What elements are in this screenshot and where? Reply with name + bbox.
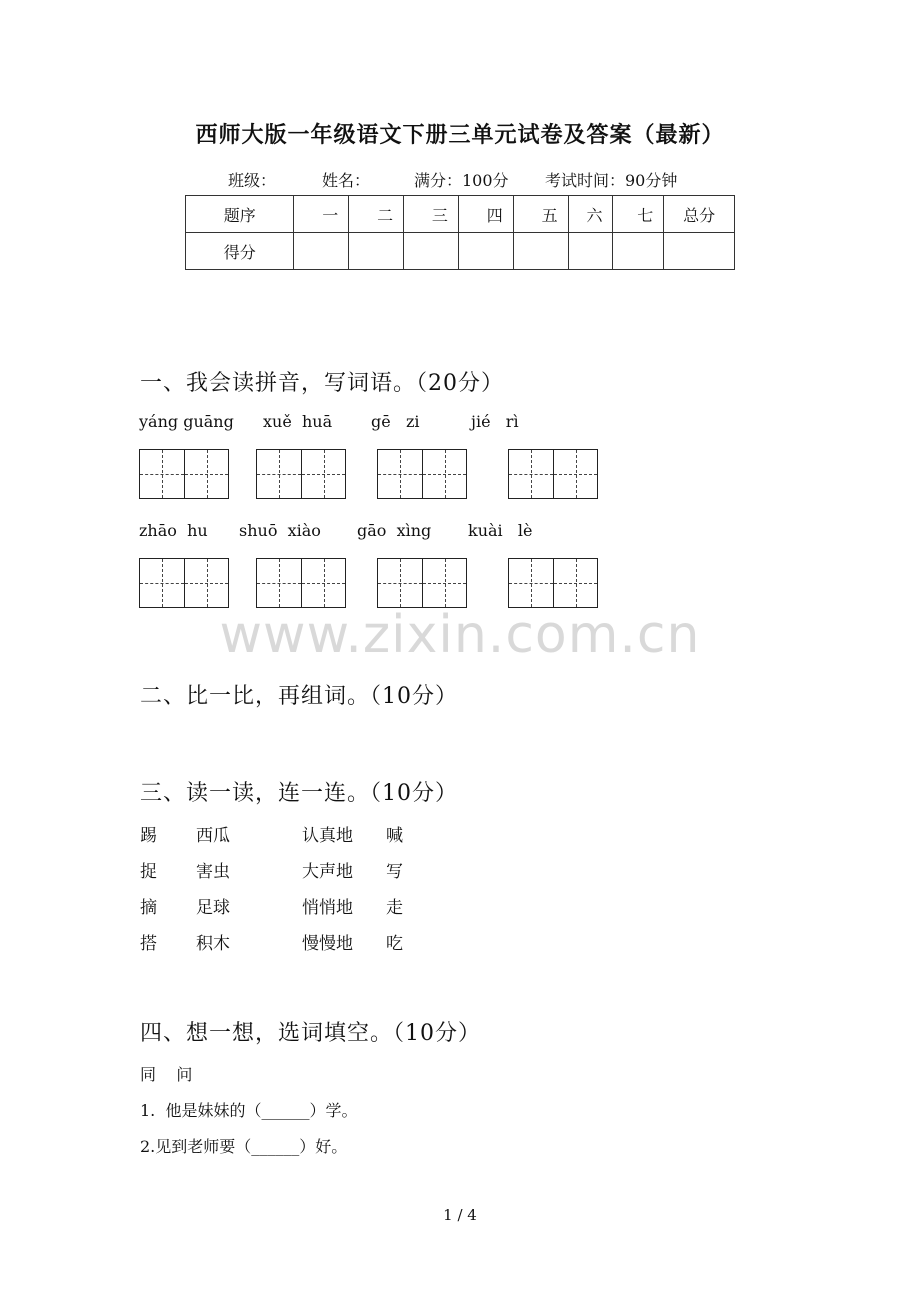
grid-cell[interactable] [301,450,345,498]
match-word: 搭 [140,934,157,954]
pinyin-label: xuě huā [263,412,333,431]
match-word: 写 [386,862,403,882]
grid-cell[interactable] [257,450,301,498]
match-word: 慢慢地 [302,934,353,954]
match-word: 害虫 [196,862,230,882]
page-number: 1 / 4 [443,1206,477,1224]
match-word: 认真地 [302,826,353,846]
pinyin-label: yáng guāng [139,412,234,431]
grid-cell[interactable] [378,450,422,498]
match-word: 喊 [386,826,403,846]
section-heading: 四、想一想，选词填空。（10分） [140,1021,481,1046]
pinyin-label: zhāo hu [139,521,208,540]
word-options: 同 问 [140,1065,193,1084]
grid-cell[interactable] [553,559,597,607]
pinyin-label: kuài lè [468,521,533,540]
score-cell[interactable] [404,233,459,270]
grid-cell[interactable] [378,559,422,607]
table-header-cell: 三 [404,196,459,233]
table-header-cell: 四 [458,196,513,233]
section-heading: 二、比一比，再组词。（10分） [140,684,458,709]
grid-cell[interactable] [301,559,345,607]
pinyin-label: jié rì [471,412,519,431]
match-word: 足球 [196,898,230,918]
grid-cell[interactable] [184,450,228,498]
score-cell[interactable] [349,233,404,270]
writing-grid[interactable] [377,558,467,608]
writing-grid[interactable] [508,558,598,608]
table-row-label: 得分 [186,233,294,270]
match-word: 吃 [386,934,403,954]
writing-grid[interactable] [256,558,346,608]
score-cell[interactable] [568,233,613,270]
pinyin-label: gāo xìng [357,521,432,540]
table-header-cell: 六 [568,196,613,233]
pinyin-label: gē zi [371,412,420,431]
score-cell[interactable] [664,233,735,270]
match-word: 积木 [196,934,230,954]
page-title: 西师大版一年级语文下册三单元试卷及答案（最新） [195,123,725,148]
writing-grid[interactable] [377,449,467,499]
score-cell[interactable] [613,233,664,270]
table-header-cell: 一 [294,196,349,233]
grid-cell[interactable] [140,450,184,498]
match-word: 悄悄地 [302,898,353,918]
exam-time: 考试时间：90分钟 [545,171,678,190]
fill-question-1: 1. 他是妹妹的（______）学。 [140,1101,358,1120]
match-word: 捉 [140,862,157,882]
grid-cell[interactable] [140,559,184,607]
score-table [185,195,735,270]
match-word: 摘 [140,898,157,918]
writing-grid[interactable] [139,449,229,499]
score-cell[interactable] [294,233,349,270]
grid-cell[interactable] [509,450,553,498]
grid-cell[interactable] [184,559,228,607]
score-table-score-row [186,233,735,270]
score-table-header-row [186,196,735,233]
match-word: 踢 [140,826,157,846]
fill-question-2: 2.见到老师要（______）好。 [140,1137,348,1156]
table-header-cell: 总分 [664,196,735,233]
writing-grid[interactable] [508,449,598,499]
full-score: 满分：100分 [414,171,509,190]
score-cell[interactable] [458,233,513,270]
name-label: 姓名： [322,171,371,190]
table-header-cell: 五 [513,196,568,233]
grid-cell[interactable] [422,450,466,498]
match-word: 西瓜 [196,826,230,846]
grid-cell[interactable] [257,559,301,607]
match-word: 大声地 [302,862,353,882]
table-header-cell: 题序 [186,196,294,233]
match-word: 走 [386,898,403,918]
section-heading: 一、我会读拼音，写词语。（20分） [140,371,504,396]
section-heading: 三、读一读，连一连。（10分） [140,781,458,806]
writing-grid[interactable] [256,449,346,499]
watermark: www.zixin.com.cn [219,605,701,665]
grid-cell[interactable] [553,450,597,498]
score-cell[interactable] [513,233,568,270]
grid-cell[interactable] [422,559,466,607]
table-header-cell: 七 [613,196,664,233]
pinyin-label: shuō xiào [239,521,321,540]
table-header-cell: 二 [349,196,404,233]
writing-grid[interactable] [139,558,229,608]
class-label: 班级： [228,171,277,190]
grid-cell[interactable] [509,559,553,607]
